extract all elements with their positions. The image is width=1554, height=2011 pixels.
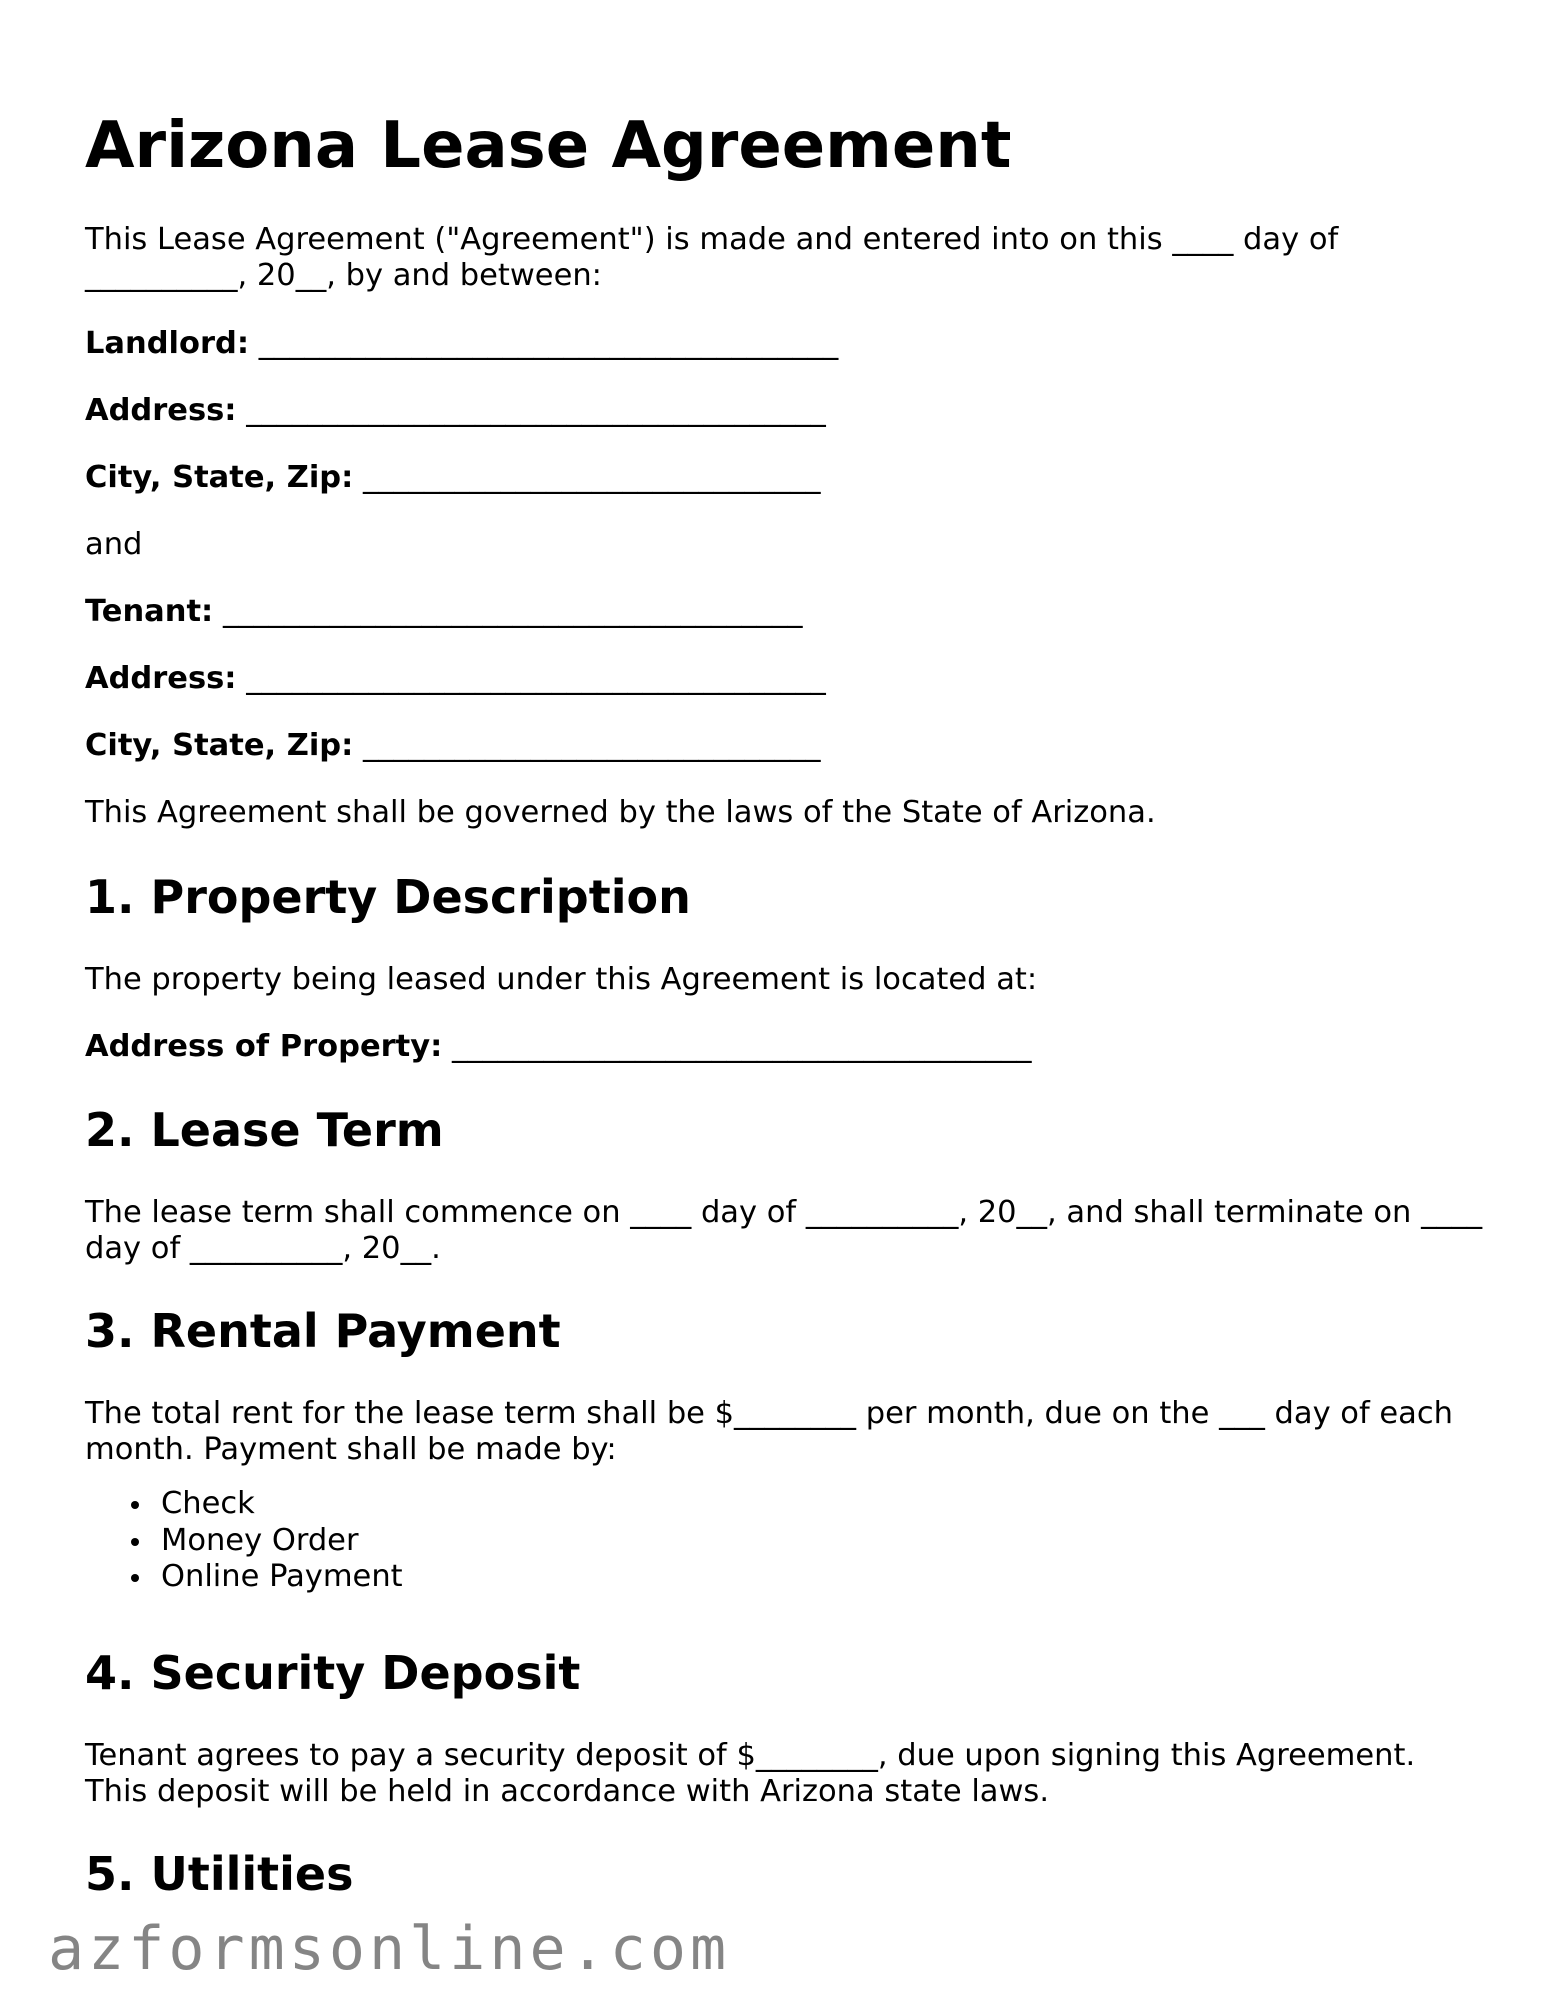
property-address-label: Address of Property:: [85, 1029, 443, 1064]
and-text: and: [85, 527, 143, 562]
landlord-name-field: [85, 326, 838, 362]
section-property-heading: 1. Property Description: [85, 870, 691, 924]
tenant-city-blank: ______________________________: [363, 728, 821, 763]
section-utilities-heading: 5. Utilities: [85, 1847, 354, 1901]
landlord-name-label: Landlord:: [85, 326, 250, 361]
document-title: Arizona Lease Agreement: [85, 109, 1012, 183]
section-deposit-heading: 4. Security Deposit: [85, 1646, 581, 1700]
list-item: Check: [85, 1486, 403, 1523]
landlord-city-field: [85, 460, 821, 496]
tenant-address-blank: ______________________________________: [246, 661, 826, 696]
section-term-text: The lease term shall commence on ____ day of __________, 20__, and shall terminate on ____ day of __________, 20__.: [85, 1195, 1483, 1266]
landlord-city-blank: ______________________________: [363, 460, 821, 495]
site-watermark: azformsonline.com: [48, 1914, 731, 1984]
property-address-blank: ______________________________________: [452, 1029, 1032, 1064]
section-deposit-text: Tenant agrees to pay a security deposit of $________, due upon signing this Agreement. This deposit will be held in accordance with Arizona state laws.: [85, 1738, 1416, 1809]
tenant-name-field: [85, 594, 802, 630]
tenant-address-label: Address:: [85, 661, 237, 696]
landlord-name-blank: ______________________________________: [258, 326, 839, 361]
payment-methods-list: [85, 1486, 403, 1596]
landlord-address-label: Address:: [85, 393, 237, 428]
landlord-address-field: [85, 393, 826, 429]
section-term-heading: 2. Lease Term: [85, 1103, 444, 1157]
section-property-text: The property being leased under this Agreement is located at:: [85, 962, 1038, 997]
intro-paragraph: This Lease Agreement ("Agreement") is made and entered into on this ____ day of __________, 20__, by and between:: [85, 222, 1339, 293]
section-rent-text: The total rent for the lease term shall be $________ per month, due on the ___ day of each month. Payment shall be made by:: [85, 1396, 1453, 1467]
list-item: Money Order: [85, 1523, 403, 1560]
section-rent-heading: 3. Rental Payment: [85, 1304, 561, 1358]
tenant-name-blank: ______________________________________: [222, 594, 803, 629]
tenant-city-field: [85, 728, 821, 764]
landlord-address-blank: ______________________________________: [246, 393, 826, 428]
landlord-city-label: City, State, Zip:: [85, 460, 354, 495]
property-address-field: [85, 1029, 1032, 1065]
tenant-name-label: Tenant:: [85, 594, 214, 629]
list-item: Online Payment: [85, 1559, 403, 1596]
tenant-address-field: [85, 661, 826, 697]
tenant-city-label: City, State, Zip:: [85, 728, 354, 763]
governing-law-text: This Agreement shall be governed by the laws of the State of Arizona.: [85, 795, 1156, 830]
